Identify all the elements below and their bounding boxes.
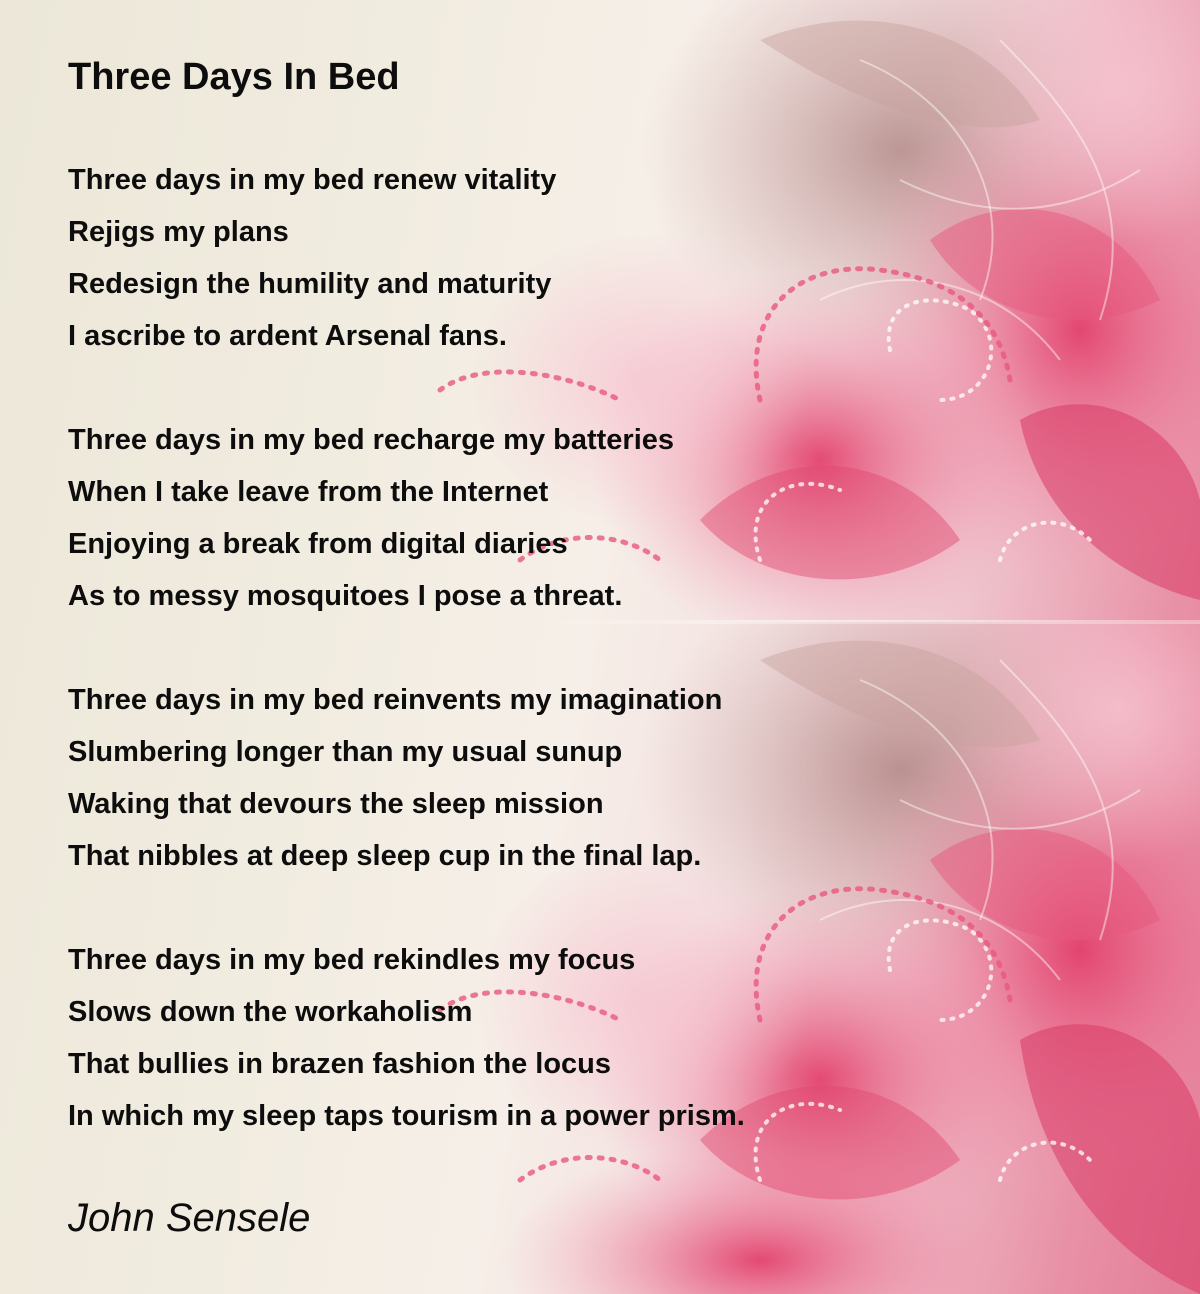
poem-line: I ascribe to ardent Arsenal fans.	[68, 320, 507, 352]
poem-title: Three Days In Bed	[68, 56, 400, 98]
poem-line: Three days in my bed rekindles my focus	[68, 944, 636, 976]
stanza-3	[68, 674, 1068, 882]
poem-line: That nibbles at deep sleep cup in the final lap.	[68, 840, 702, 872]
poem-body	[68, 154, 1068, 1142]
poem-line: That bullies in brazen fashion the locus	[68, 1048, 612, 1080]
poem-line: When I take leave from the Internet	[68, 476, 549, 508]
stanza-2	[68, 414, 1068, 622]
poem-line: Waking that devours the sleep mission	[68, 788, 604, 820]
stanza-4	[68, 934, 1068, 1142]
poem-line: Redesign the humility and maturity	[68, 268, 552, 300]
poem-line: As to messy mosquitoes I pose a threat.	[68, 580, 623, 612]
poem-line: In which my sleep taps tourism in a power prism.	[68, 1100, 745, 1132]
poem-line: Three days in my bed renew vitality	[68, 164, 557, 196]
poem-line: Enjoying a break from digital diaries	[68, 528, 568, 560]
poem-line: Slows down the workaholism	[68, 996, 473, 1028]
stanza-1	[68, 154, 1068, 362]
poem-line: Slumbering longer than my usual sunup	[68, 736, 623, 768]
poem-content	[68, 52, 1068, 1194]
poem-line: Three days in my bed reinvents my imagination	[68, 684, 723, 716]
poem-line: Rejigs my plans	[68, 216, 289, 248]
poem-line: Three days in my bed recharge my batteries	[68, 424, 675, 456]
poem-author: John Sensele	[68, 1196, 311, 1240]
